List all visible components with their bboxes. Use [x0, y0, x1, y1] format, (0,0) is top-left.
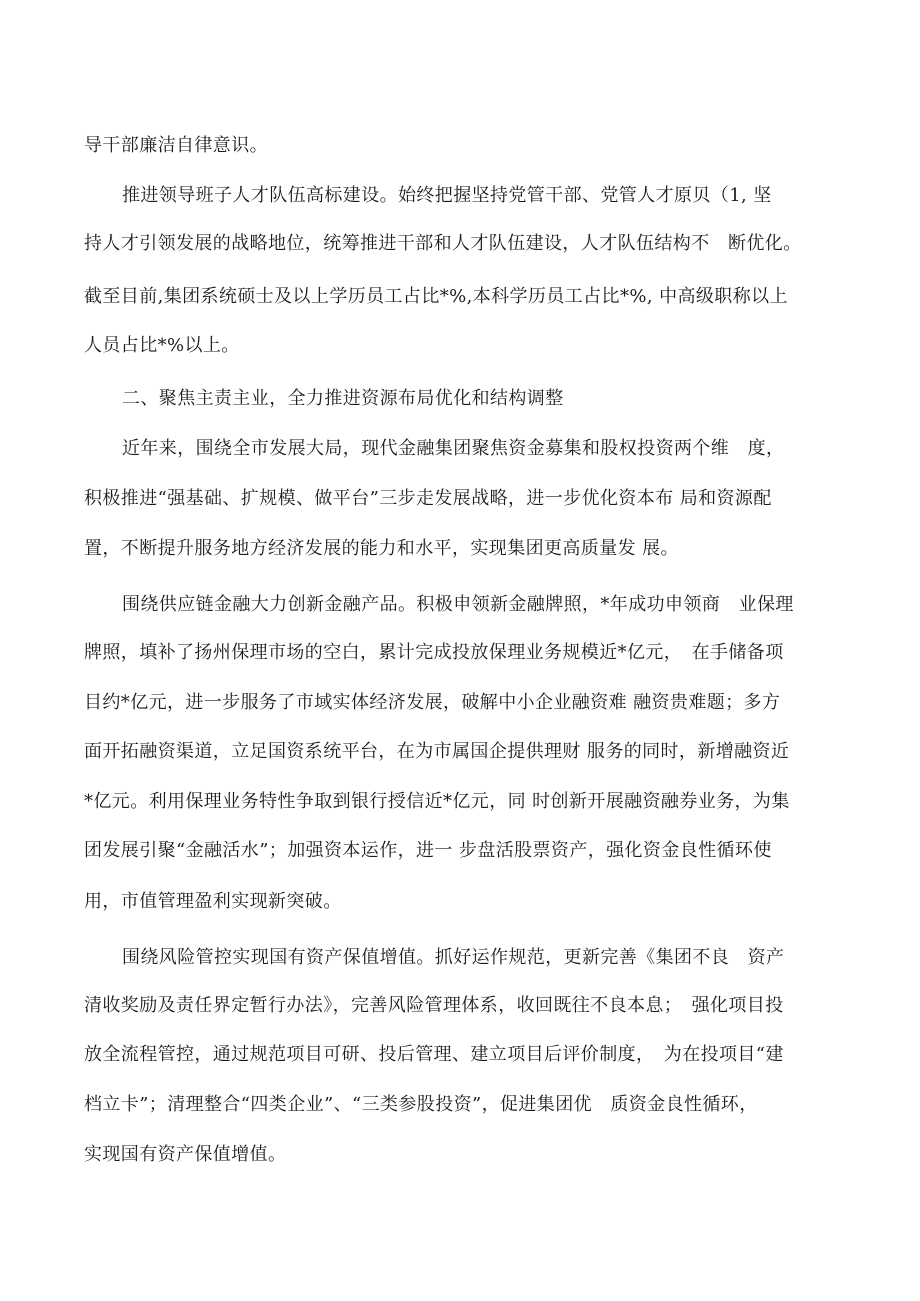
- text-line-13: 面开拓融资渠道，立足国资系统平台，在为市属国企提供理财 服务的同时，新增融资近: [84, 741, 790, 762]
- text-line-16: 用，市值管理盈利实现新突破。: [84, 891, 342, 912]
- text-line-18: 清收奖励及责任界定暂行办法》，完善风险管理体系，收回既往不良本息； 强化项目投: [84, 995, 784, 1016]
- text-line-3: 持人才引领发展的战略地位，统筹推进干部和人才队伍建设，人才队伍结构不 断优化。: [84, 233, 802, 254]
- text-line-14: *亿元。利用保理业务特性争取到银行授信近*亿元，同 时创新开展融资融券业务，为集: [84, 791, 790, 812]
- text-line-21: 实现国有资产保值增值。: [84, 1144, 287, 1165]
- text-line-20: 档立卡”；清理整合“四类企业”、“三类参股投资”，促进集团优 质资金良性循环，: [84, 1094, 758, 1115]
- text-line-10: 围绕供应链金融大力创新金融产品。积极申领新金融牌照，*年成功申领商 业保理: [122, 594, 794, 615]
- text-line-7: 近年来，围绕全市发展大局，现代金融集团聚焦资金募集和股权投资两个维 度，: [122, 438, 785, 459]
- text-line-8: 积极推进“强基础、扩规模、做平台”三步走发展战略，进一步优化资本布 局和资源配: [84, 488, 772, 509]
- text-line-1: 导干部廉洁自律意识。: [84, 135, 268, 156]
- text-line-15: 团发展引聚“金融活水”；加强资本运作，进一 步盘活股票资产，强化资金良性循环使: [84, 840, 772, 861]
- text-line-11: 牌照，填补了扬州保理市场的空白，累计完成投放保理业务规模近*亿元， 在手储备项: [84, 642, 784, 663]
- text-line-5: 人员占比*%以上。: [84, 335, 240, 356]
- text-line-19: 放全流程管控，通过规范项目可研、投后管理、建立项目后评价制度， 为在投项目“建: [84, 1044, 784, 1065]
- text-line-9: 置，不断提升服务地方经济发展的能力和水平，实现集团更高质量发 展。: [84, 538, 679, 559]
- text-line-4: 截至目前,集团系统硕士及以上学历员工占比*%,本科学历员工占比*%, 中高级职称以上: [84, 286, 788, 307]
- section-heading: 二、聚焦主责主业，全力推进资源布局优化和结构调整: [122, 388, 564, 409]
- text-line-12: 目约*亿元，进一步服务了市域实体经济发展，破解中小企业融资难 融资贵难题；多方: [84, 692, 781, 713]
- text-line-2: 推进领导班子人才队伍高标建设。始终把握坚持党管干部、党管人才原贝（1, 坚: [122, 185, 772, 206]
- text-line-17: 围绕风险管控实现国有资产保值增值。抓好运作规范，更新完善《集团不良 资产: [122, 947, 785, 968]
